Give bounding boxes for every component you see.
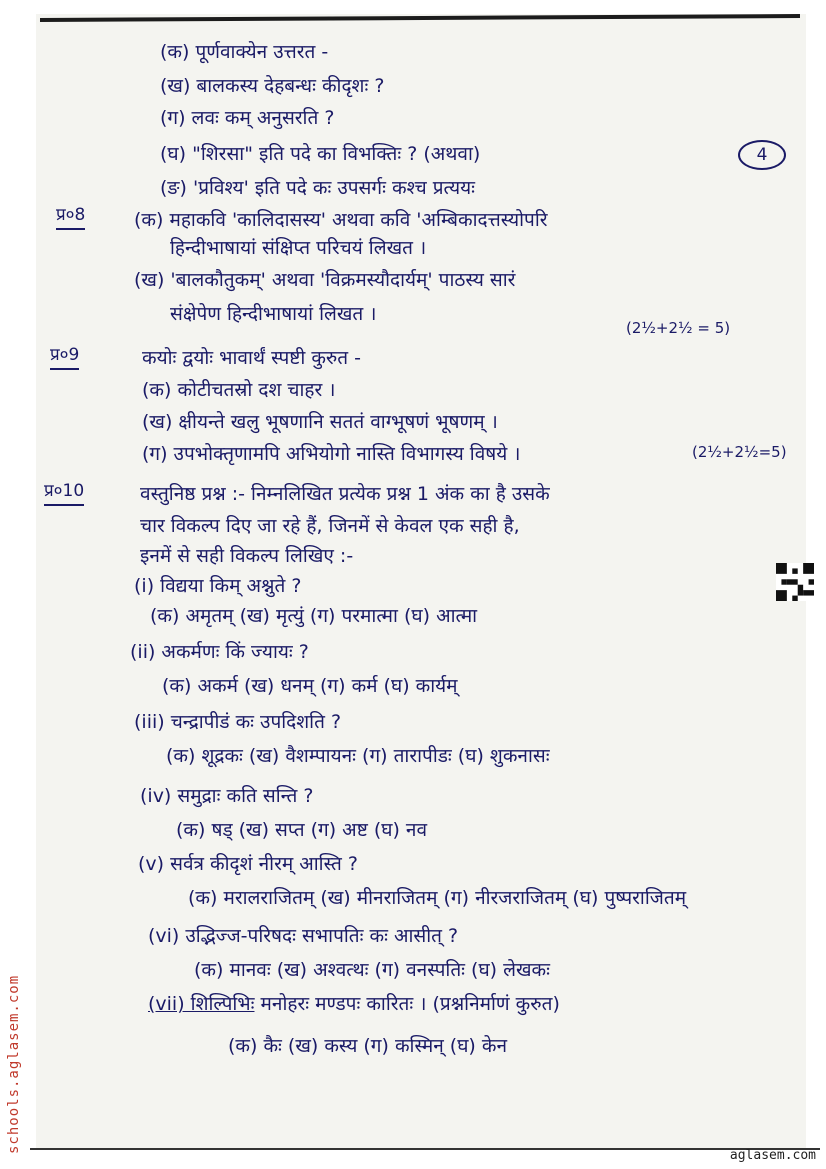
question-number-8: प्र०8 xyxy=(56,204,85,230)
line-mcq-3-options: (क) शूद्रकः (ख) वैशम्पायनः (ग) तारापीडः (घ) शुकनासः xyxy=(166,745,550,767)
page-bottom-edge xyxy=(30,1148,820,1150)
line-mcq-2-options: (क) अकर्म (ख) धनम् (ग) कर्म (घ) कार्यम् xyxy=(162,675,458,697)
line-q-b: (ख) बालकस्य देहबन्धः कीदृशः ? xyxy=(160,75,385,97)
line-q-e: (ङ) 'प्रविश्य' इति पदे कः उपसर्गः कश्च प्रत्ययः xyxy=(160,177,475,199)
line-q9-b: (ख) क्षीयन्ते खलु भूषणानि सततं वाग्भूषणं भूषणम् । xyxy=(142,411,498,433)
line-mcq-4-question: (iv) समुद्राः कति सन्ति ? xyxy=(140,785,314,807)
line-q-c: (ग) लवः कम् अनुसरति ? xyxy=(160,107,335,129)
line-mcq-7-options: (क) कैः (ख) कस्य (ग) कस्मिन् (घ) केन xyxy=(228,1035,508,1057)
qr-code-icon xyxy=(776,563,814,601)
line-q10-instruction-1: वस्तुनिष्ठ प्रश्न :- निम्नलिखित प्रत्येक प्रश्न 1 अंक का है उसके xyxy=(140,483,550,505)
bottom-watermark: aglasem.com xyxy=(729,1148,816,1163)
line-mcq-1-options: (क) अमृतम् (ख) मृत्युं (ग) परमात्मा (घ) आत्मा xyxy=(150,605,478,627)
line-mcq-1-question: (i) विद्यया किम् अश्नुते ? xyxy=(134,575,302,597)
marks-q8: (2½+2½ = 5) xyxy=(626,319,731,337)
line-mcq-7-question xyxy=(148,992,560,1016)
line-q-d: (घ) "शिरसा" इति पदे का विभक्तिः ? (अथवा) xyxy=(160,143,481,165)
line-q10-instruction-3: इनमें से सही विकल्प लिखिए :- xyxy=(140,545,354,567)
line-q10-instruction-2: चार विकल्प दिए जा रहे हैं, जिनमें से केवल एक सही है, xyxy=(140,515,520,537)
line-mcq-5-question: (v) सर्वत्र कीदृशं नीरम् आस्ति ? xyxy=(138,853,358,875)
line-q8-a: (क) महाकवि 'कालिदासस्य' अथवा कवि 'अम्बिकादत्तस्योपरि xyxy=(134,209,548,231)
marks-q9: (2½+2½=5) xyxy=(692,443,787,461)
line-mcq-4-options: (क) षड् (ख) सप्त (ग) अष्ट (घ) नव xyxy=(176,819,428,841)
line-mcq-7-underlined-word: (vii) शिल्पिभिः xyxy=(148,993,255,1015)
line-purnavakyena: (क) पूर्णवाक्येन उत्तरत - xyxy=(160,41,329,63)
line-mcq-7-rest: मनोहरः मण्डपः कारितः । (प्रश्ननिर्माणं कुरुत) xyxy=(260,993,560,1015)
line-mcq-5-options: (क) मरालराजितम् (ख) मीनराजितम् (ग) नीरजराजितम् (घ) पुष्पराजितम् xyxy=(188,887,687,909)
line-mcq-2-question: (ii) अकर्मणः किं ज्यायः ? xyxy=(130,641,309,663)
line-mcq-6-options: (क) मानवः (ख) अश्वत्थः (ग) वनस्पतिः (घ) लेखकः xyxy=(194,959,550,981)
line-q8-a-cont: हिन्दीभाषायां संक्षिप्त परिचयं लिखत । xyxy=(170,237,427,259)
line-mcq-3-question: (iii) चन्द्रापीडं कः उपदिशति ? xyxy=(134,711,342,733)
line-mcq-6-question: (vi) उद्भिज्ज-परिषदः सभापतिः कः आसीत् ? xyxy=(148,925,459,947)
side-watermark: schools.aglasem.com xyxy=(6,974,22,1154)
question-number-9: प्र०9 xyxy=(50,344,79,370)
circled-marks: 4 xyxy=(738,140,786,170)
line-q9-a: (क) कोटीचतस्रो दश चाहर । xyxy=(142,379,336,401)
line-q9-c: (ग) उपभोक्तृणामपि अभियोगो नास्ति विभागस्य विषये । xyxy=(142,443,521,465)
line-q8-b-cont: संक्षेपेण हिन्दीभाषायां लिखत । xyxy=(170,303,377,325)
line-q9-instruction: कयोः द्वयोः भावार्थं स्पष्टी कुरुत - xyxy=(142,347,362,369)
question-number-10: प्र०10 xyxy=(44,480,84,506)
line-q8-b: (ख) 'बालकौतुकम्' अथवा 'विक्रमस्यौदार्यम्' पाठस्य सारं xyxy=(134,269,516,291)
